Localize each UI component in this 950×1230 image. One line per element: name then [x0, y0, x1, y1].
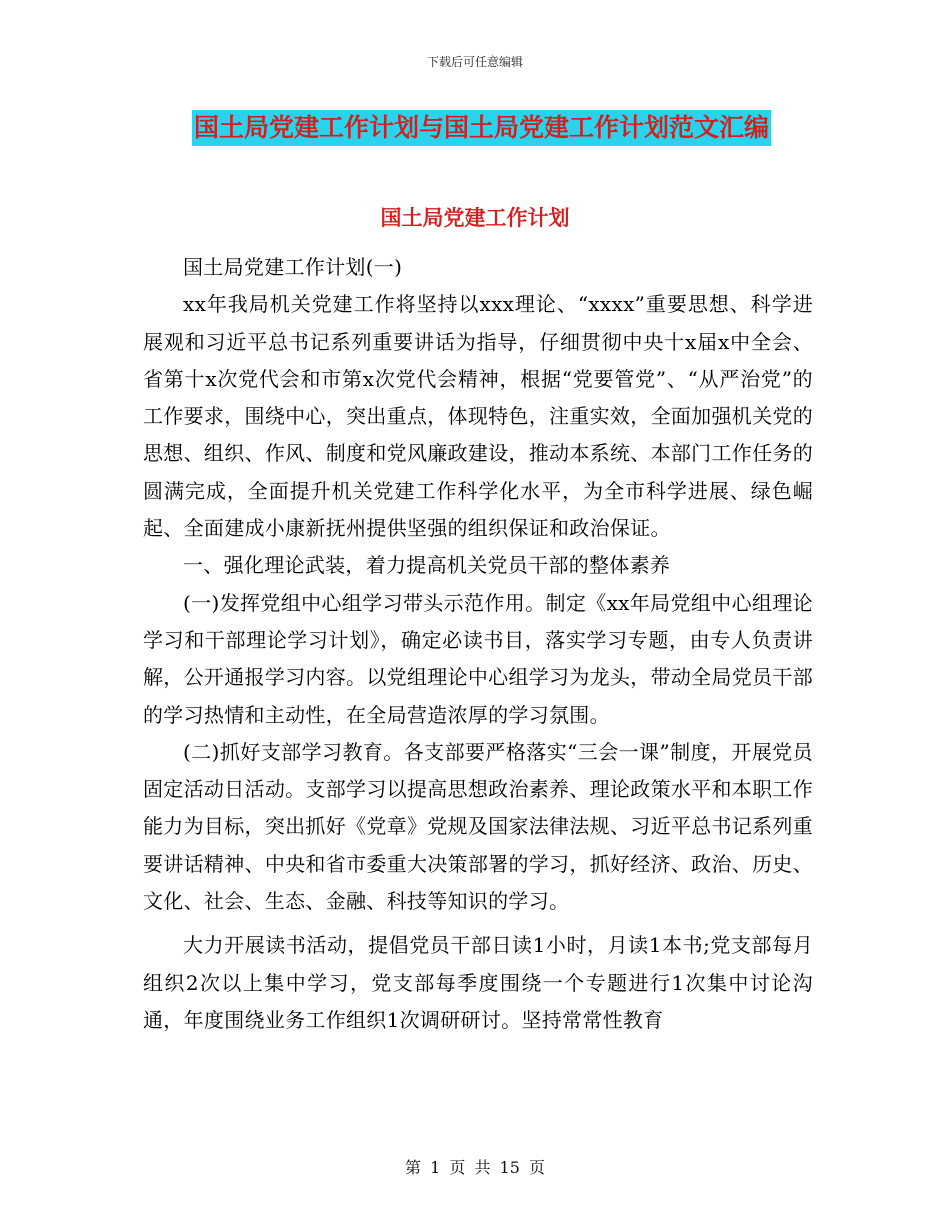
page-footer: 第 1 页 共 15 页 — [405, 1158, 545, 1177]
paragraph: 国土局党建工作计划(一) — [183, 255, 403, 279]
section-title: 国土局党建工作计划 — [380, 206, 570, 230]
paragraph: xx年我局机关党建工作将坚持以xxx理论、“xxxx”重要思想、科学进展观和习近平总书记系列重要讲话为指导，仔细贯彻中央十x届x中全会、省第十x次党代会和市第x次党代会精神，根据“党要管党”、“从严治党”的工作要求，围绕中心，突出重点，体现特色，注重实效，全面加强机关党的思想、组织、作风、制度和党风廉政建设，推动本系统、本部门工作任务的圆满完成，全面提升机关党建工作科学化水平，为全市科学进展、绿色崛起、全面建成小康新抚州提供坚强的组织保证和政治保证。 — [143, 292, 813, 541]
header-note: 下载后可任意编辑 — [426, 55, 523, 69]
main-title: 国土局党建工作计划与国土局党建工作计划范文汇编 — [192, 110, 771, 146]
main-title-container — [192, 110, 771, 146]
document-body — [143, 249, 813, 1039]
paragraph: 一、强化理论武装，着力提高机关党员干部的整体素养 — [183, 553, 671, 578]
paragraph: (一)发挥党组中心组学习带头示范作用。制定《xx年局党组中心组理论学习和干部理论学习计划》，确定必读书目，落实学习专题，由专人负责讲解，公开通报学习内容。以党组理论中心组学习为龙头，带动全局党员干部的学习热情和主动性，在全局营造浓厚的学习氛围。 — [143, 590, 813, 727]
paragraph: 大力开展读书活动，提倡党员干部日读1小时，月读1本书;党支部每月组织2次以上集中学习，党支部每季度围绕一个专题进行1次集中讨论沟通，年度围绕业务工作组织1次调研研讨。坚持常常性教育 — [143, 933, 813, 1032]
paragraph: (二)抓好支部学习教育。各支部要严格落实“三会一课”制度，开展党员固定活动日活动。支部学习以提高思想政治素养、理论政策水平和本职工作能力为目标，突出抓好《党章》党规及国家法律法规、习近平总书记系列重要讲话精神、中央和省市委重大决策部署的学习，抓好经济、政治、历史、文化、社会、生态、金融、科技等知识的学习。 — [143, 739, 813, 914]
